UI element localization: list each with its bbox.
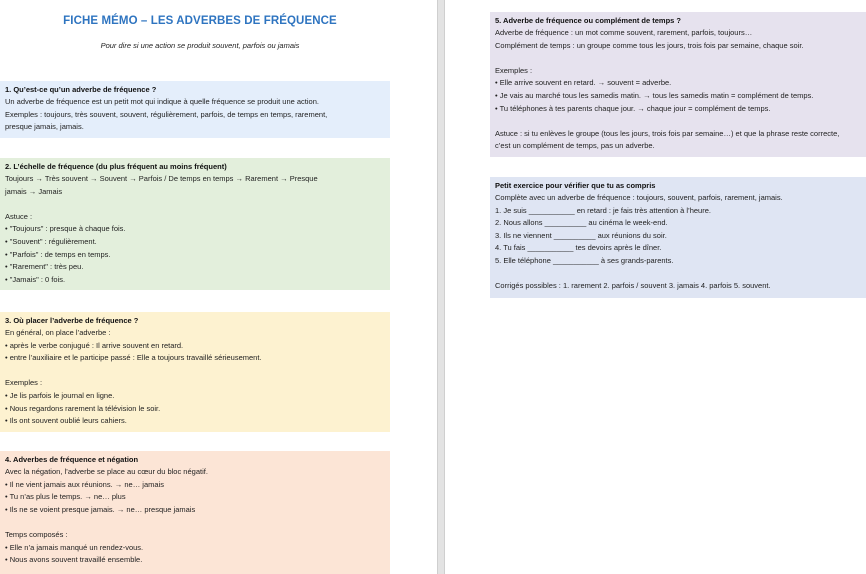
- text-line: Un adverbe de fréquence est un petit mot qui indique à quelle fréquence se produit une action.: [5, 97, 319, 106]
- list-item: • entre l’auxiliaire et le participe passé : Elle a toujours travaillé sérieusement.: [5, 353, 262, 363]
- text-line: Avec la négation, l’adverbe se place au cœur du bloc négatif.: [5, 467, 208, 476]
- section-heading: 2. L’échelle de fréquence (du plus fréquent au moins fréquent): [5, 162, 227, 171]
- section-heading: 1. Qu’est-ce qu’un adverbe de fréquence ?: [5, 85, 157, 94]
- section-heading: 5. Adverbe de fréquence ou complément de temps ?: [495, 16, 682, 25]
- list-item: • Je vais au marché tous les samedis matin. → tous les samedis matin = complément de temps.: [495, 90, 814, 100]
- instruction-line: Complète avec un adverbe de fréquence : toujours, souvent, parfois, rarement, jamais.: [495, 193, 783, 202]
- section-frequency-scale: [0, 158, 390, 290]
- list-item: • Elle n’a jamais manqué un rendez-vous.: [5, 542, 144, 552]
- answers-line: Corrigés possibles : 1. rarement 2. parfois / souvent 3. jamais 4. parfois 5. souvent.: [495, 281, 771, 291]
- section-exercise: [490, 177, 866, 298]
- list-item: • Nous avons souvent travaillé ensemble.: [5, 555, 143, 565]
- text-line: Adverbe de fréquence : un mot comme souvent, rarement, parfois, toujours…: [495, 28, 753, 37]
- list-item: • "Rarement" : très peu.: [5, 262, 84, 272]
- list-item: • "Toujours" : presque à chaque fois.: [5, 224, 126, 234]
- text-line: presque jamais, jamais.: [5, 122, 84, 132]
- astuce-line: c’est un complément de temps, pas un adverbe.: [495, 141, 655, 151]
- exercise-item: 5. Elle téléphone ___________ à ses grands-parents.: [495, 255, 674, 265]
- composed-label: Temps composés :: [5, 529, 68, 539]
- text-line: Complément de temps : un groupe comme tous les jours, trois fois par semaine, chaque soir.: [495, 40, 804, 50]
- list-item: • après le verbe conjugué : Il arrive souvent en retard.: [5, 340, 184, 350]
- section-adverb-vs-complement: [490, 12, 866, 157]
- exercise-item: 3. Ils ne viennent __________ aux réunions du soir.: [495, 230, 667, 240]
- list-item: • "Parfois" : de temps en temps.: [5, 249, 111, 259]
- section-placement: [0, 312, 390, 432]
- section-negation: [0, 451, 390, 574]
- section-heading: 4. Adverbes de fréquence et négation: [5, 455, 139, 464]
- examples-label: Exemples :: [495, 65, 533, 75]
- section-heading: Petit exercice pour vérifier que tu as compris: [495, 181, 656, 190]
- list-item: • Elle arrive souvent en retard. → souvent = adverbe.: [495, 78, 672, 88]
- section-heading: 3. Où placer l’adverbe de fréquence ?: [5, 316, 139, 325]
- page-divider: [437, 0, 445, 574]
- scale-line: jamais → Jamais: [5, 186, 63, 196]
- text-line: Exemples : toujours, très souvent, souvent, régulièrement, parfois, de temps en temps, rarement,: [5, 109, 328, 119]
- list-item: • Nous regardons rarement la télévision le soir.: [5, 403, 161, 413]
- page-subtitle: Pour dire si une action se produit souvent, parfois ou jamais: [100, 41, 300, 50]
- list-item: • Tu téléphones à tes parents chaque jour. → chaque jour = complément de temps.: [495, 103, 771, 113]
- list-item: • Ils ont souvent oublié leurs cahiers.: [5, 416, 127, 426]
- list-item: • "Souvent" : régulièrement.: [5, 236, 97, 246]
- astuce-label: Astuce :: [5, 211, 33, 221]
- exercise-item: 2. Nous allons __________ au cinéma le week-end.: [495, 218, 668, 228]
- list-item: • Il ne vient jamais aux réunions. → ne… jamais: [5, 479, 164, 489]
- list-item: • Ils ne se voient presque jamais. → ne… presque jamais: [5, 504, 196, 514]
- list-item: • Je lis parfois le journal en ligne.: [5, 390, 115, 400]
- page-title: FICHE MÉMO – LES ADVERBES DE FRÉQUENCE: [63, 15, 337, 27]
- scale-line: Toujours → Très souvent → Souvent → Parfois / De temps en temps → Rarement → Presque: [5, 174, 318, 183]
- section-definition: [0, 81, 390, 138]
- examples-label: Exemples :: [5, 378, 43, 388]
- text-line: En général, on place l’adverbe :: [5, 328, 111, 337]
- exercise-item: 4. Tu fais ___________ tes devoirs après le dîner.: [495, 243, 662, 253]
- astuce-line: Astuce : si tu enlèves le groupe (tous les jours, trois fois par semaine…) et que la phrase reste correcte,: [495, 128, 840, 138]
- list-item: • Tu n’as plus le temps. → ne… plus: [5, 492, 126, 502]
- exercise-item: 1. Je suis ___________ en retard : je fais très attention à l’heure.: [495, 205, 711, 215]
- list-item: • "Jamais" : 0 fois.: [5, 274, 66, 284]
